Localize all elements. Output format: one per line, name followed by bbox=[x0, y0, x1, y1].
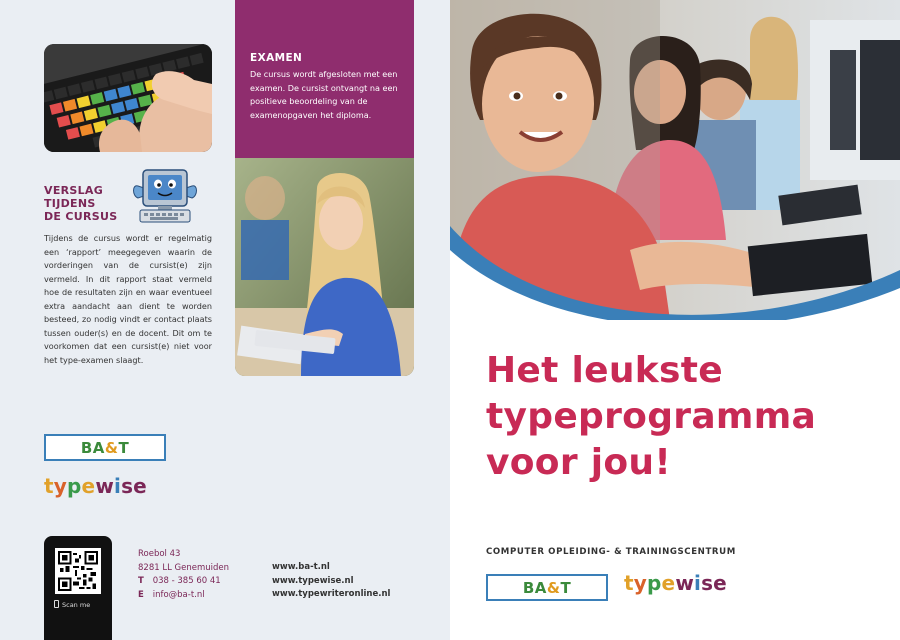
verslag-heading-line: DE CURSUS bbox=[44, 210, 118, 223]
address-street: Roebol 43 bbox=[138, 549, 181, 559]
typewise-logo-letter: p bbox=[67, 474, 82, 498]
website-link-typewise[interactable]: www.typewise.nl bbox=[272, 575, 354, 586]
computer-mascot-illustration bbox=[132, 166, 198, 226]
bat-logo bbox=[44, 434, 166, 461]
examen-body-text: De cursus wordt afgesloten met een examen. De cursist ontvangt na een positieve beoordeling van de examenopgaven het diploma. bbox=[250, 69, 398, 120]
typewise-logo-letter: s bbox=[701, 571, 714, 595]
bat-logo-text: BA bbox=[522, 578, 547, 597]
website-link-typewriteronline[interactable]: www.typewriteronline.nl bbox=[272, 589, 391, 599]
email-address[interactable]: info@ba-t.nl bbox=[152, 589, 205, 600]
typewise-logo-letter: y bbox=[53, 474, 68, 498]
phone-label: T bbox=[138, 576, 144, 586]
email-label: E bbox=[138, 589, 144, 600]
typewise-logo-letter: e bbox=[713, 571, 727, 595]
typewise-logo-letter: t bbox=[44, 474, 54, 498]
website-link-bat[interactable]: www.ba-t.nl bbox=[272, 562, 330, 572]
headline-line: typeprogramma bbox=[486, 396, 817, 437]
verslag-heading bbox=[44, 184, 117, 223]
phone-icon bbox=[54, 600, 59, 608]
typewise-logo-letter: e bbox=[133, 474, 147, 498]
typewise-logo-letter: i bbox=[694, 571, 702, 595]
keyboard-hands-photo bbox=[44, 44, 212, 152]
typewise-logo-letter: e bbox=[81, 474, 96, 498]
typewise-logo-letter: w bbox=[675, 571, 694, 595]
children-typing-hero-photo bbox=[450, 0, 900, 320]
address-block bbox=[138, 548, 229, 602]
typewise-logo-letter: i bbox=[114, 474, 122, 498]
typewise-logo-letter: p bbox=[647, 571, 662, 595]
verslag-heading-line: TIJDENS bbox=[44, 197, 96, 210]
headline-line: Het leukste bbox=[486, 350, 723, 391]
typewise-logo bbox=[44, 474, 147, 498]
address-city: 8281 LL Genemuiden bbox=[138, 562, 229, 573]
typewise-logo-letter: t bbox=[624, 571, 634, 595]
scan-me-label: Scan me bbox=[62, 601, 91, 609]
bat-logo-amp: & bbox=[546, 578, 561, 597]
bat-logo-amp: & bbox=[104, 438, 119, 457]
verslag-heading-line: VERSLAG bbox=[44, 184, 104, 197]
typewise-logo-letter: y bbox=[633, 571, 648, 595]
typewise-logo-letter: w bbox=[95, 474, 114, 498]
tagline: COMPUTER OPLEIDING- & TRAININGSCENTRUM bbox=[486, 547, 736, 557]
main-headline bbox=[486, 348, 816, 486]
verslag-body-text: Tijdens de cursus wordt er regelmatig een ‘rapport’ meegegeven waarin de vorderingen van de cursist(e) zijn vermeld. In dit rapport staat vermeld hoe de resultaten zijn en waar eventueel extra aandacht aan dient te worden besteed, zo nodig vindt er contact plaats tussen ouder(s) en de docent. Dit om te voorkomen dat een cursist(e) niet voor het type-examen slaagt. bbox=[44, 233, 212, 365]
bat-logo-text: BA bbox=[80, 438, 105, 457]
girl-typing-photo bbox=[235, 158, 414, 376]
bat-logo-text: T bbox=[118, 438, 130, 457]
examen-section bbox=[235, 0, 414, 158]
bat-logo bbox=[486, 574, 608, 601]
qr-code bbox=[55, 548, 101, 594]
typewise-logo bbox=[624, 571, 727, 595]
headline-line: voor jou! bbox=[486, 442, 672, 483]
typewise-logo-letter: s bbox=[121, 474, 134, 498]
front-panel bbox=[450, 0, 900, 640]
qr-code-panel bbox=[44, 536, 112, 640]
typewise-logo-letter: e bbox=[661, 571, 676, 595]
website-list bbox=[272, 561, 390, 602]
phone-number[interactable]: 038 - 385 60 41 bbox=[152, 576, 221, 586]
bat-logo-text: T bbox=[560, 578, 572, 597]
examen-heading: EXAMEN bbox=[250, 52, 303, 64]
